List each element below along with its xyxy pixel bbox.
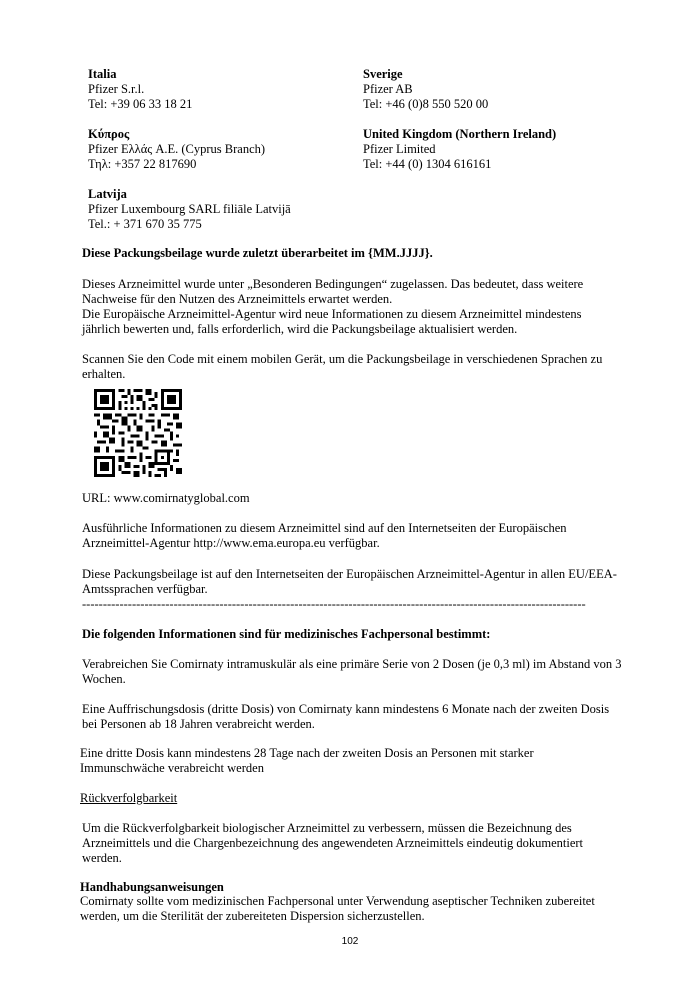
detailed-info-text: Ausführliche Informationen zu diesem Arzneimittel sind auf den Internetseiten der Europäischen Arzneimittel-Agentur http://www.ema.europa.eu verfügbar. (82, 521, 567, 550)
professional-heading: Die folgenden Informationen sind für medizinisches Fachpersonal bestimmt: (82, 627, 491, 641)
contact-company: Pfizer AB (363, 82, 413, 96)
booster-text: Eine Auffrischungsdosis (dritte Dosis) von Comirnaty kann mindestens 6 Monate nach der zweiten Dosis bei Personen ab 18 Jahren verabreicht werden. (82, 702, 610, 731)
scan-instruction-text: Scannen Sie den Code mit einem mobilen Gerät, um die Packungsbeilage in verschiedenen Sprachen zu erhalten. (82, 352, 603, 381)
url-text: URL: www.comirnatyglobal.com (82, 491, 250, 505)
contact-country: United Kingdom (Northern Ireland) (363, 127, 557, 141)
page-number: 102 (341, 936, 359, 947)
contact-kypros (88, 127, 358, 172)
qr-code-icon[interactable] (94, 389, 182, 477)
separator-line: ------------------------------------------------------------------------------------------------------------------------- (82, 597, 586, 611)
contact-italia (88, 67, 358, 112)
contact-country: Latvija (88, 187, 127, 201)
conditional-approval-text: Dieses Arzneimittel wurde unter „Besonderen Bedingungen“ zugelassen. Das bedeutet, dass weitere Nachweise für den Nutzen des Arzneimittels erwartet werden. (82, 277, 584, 306)
contact-tel: Tel.: + 371 670 35 775 (88, 217, 202, 231)
contact-latvija (88, 187, 358, 232)
contact-tel: Tel: +44 (0) 1304 616161 (363, 157, 492, 171)
contact-uk-ni (363, 127, 633, 172)
revision-heading: Diese Packungsbeilage wurde zuletzt überarbeitet im {MM.JJJJ}. (82, 246, 433, 260)
traceability-heading: Rückverfolgbarkeit (80, 791, 178, 805)
traceability-text: Um die Rückverfolgbarkeit biologischer Arzneimittel zu verbessern, müssen die Bezeichnung des Arzneimittels und die Chargenbezeichnung des angewendeten Arzneimittels eindeutig dokumentiert werden. (82, 821, 584, 865)
contact-tel: Τηλ: +357 22 817690 (88, 157, 197, 171)
contact-column-left (88, 67, 358, 247)
contact-sverige (363, 67, 633, 112)
contact-company: Pfizer Luxembourg SARL filiāle Latvijā (88, 202, 291, 216)
contact-company: Pfizer Ελλάς A.E. (Cyprus Branch) (88, 142, 266, 156)
administration-text: Verabreichen Sie Comirnaty intramuskulär als eine primäre Serie von 2 Dosen (je 0,3 ml) im Abstand von 3 Wochen. (82, 657, 622, 686)
contact-tel: Tel: +46 (0)8 550 520 00 (363, 97, 489, 111)
ema-review-text: Die Europäische Arzneimittel-Agentur wird neue Informationen zu diesem Arzneimittel mindestens jährlich bewerten und, falls erforderlich, wird die Packungsbeilage aktualisiert werden. (82, 307, 582, 336)
handling-heading: Handhabungsanweisungen (80, 880, 224, 894)
contact-country: Sverige (363, 67, 403, 81)
third-dose-text: Eine dritte Dosis kann mindestens 28 Tage nach der zweiten Dosis an Personen mit starker Immunschwäche verabreicht werden (80, 746, 534, 775)
contact-company: Pfizer Limited (363, 142, 436, 156)
contact-country: Italia (88, 67, 117, 81)
contact-column-right (363, 67, 633, 187)
languages-info-text: Diese Packungsbeilage ist auf den Internetseiten der Europäischen Arzneimittel-Agentur in allen EU/EEA-Amtssprachen verfügbar. (82, 567, 617, 596)
contact-tel: Tel: +39 06 33 18 21 (88, 97, 193, 111)
contact-company: Pfizer S.r.l. (88, 82, 145, 96)
contact-country: Κύπρος (88, 127, 130, 141)
handling-text: Comirnaty sollte vom medizinischen Fachpersonal unter Verwendung aseptischer Techniken zubereitet werden, um die Sterilität der zubereiteten Dispersion sicherzustellen. (80, 894, 595, 923)
